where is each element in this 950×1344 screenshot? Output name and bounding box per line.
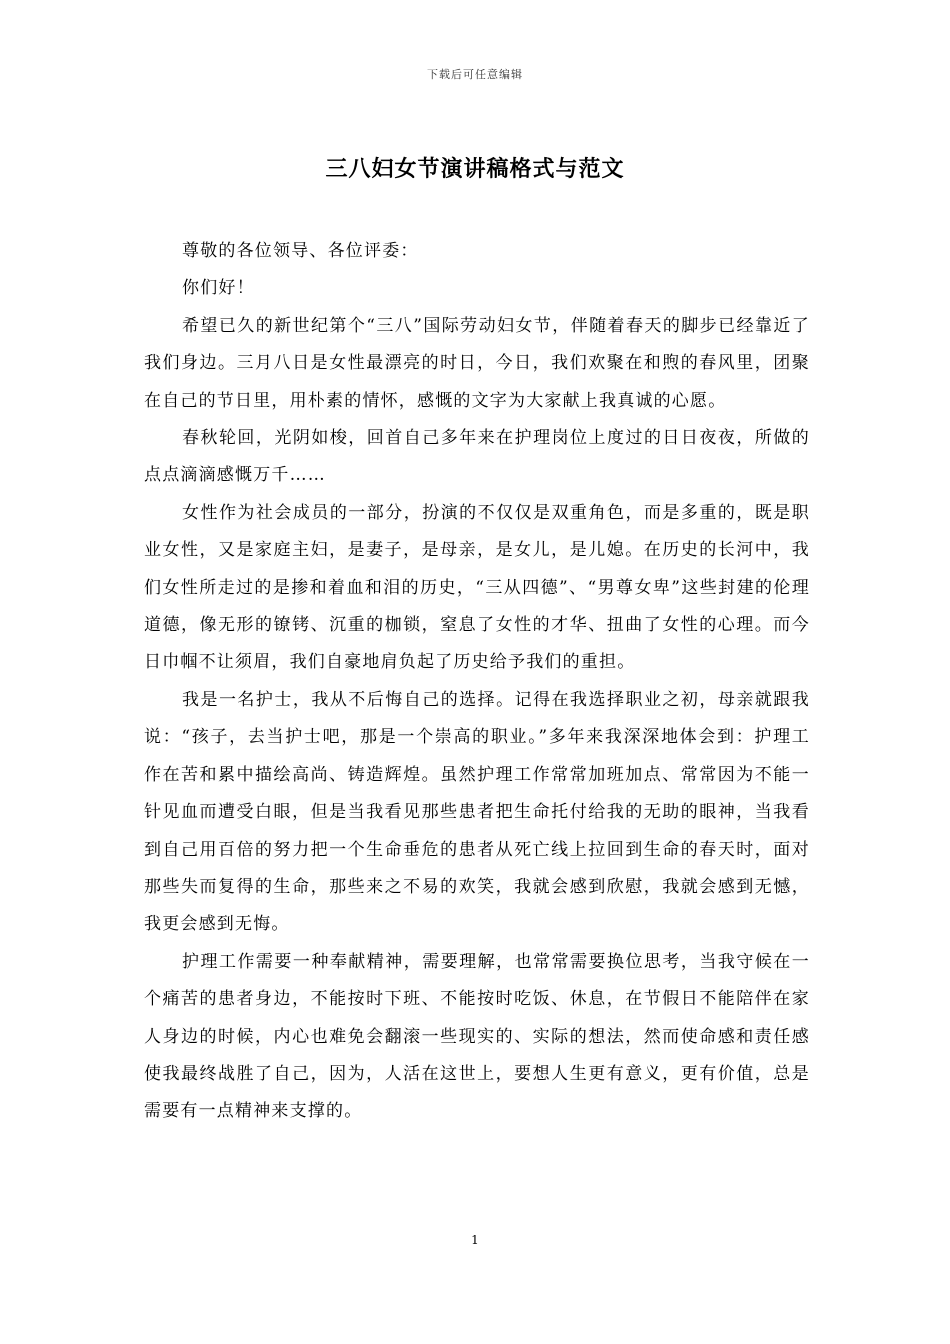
greeting-paragraph: 你们好！ — [182, 278, 255, 299]
body-paragraph: 希望已久的新世纪第个“三八”国际劳动妇女节，伴随着春天的脚步已经靠近了我们身边。三月八日是女性最漂亮的时日，今日，我们欢聚在和煦的春风里，团聚在自己的节日里，用朴素的情怀，感慨的文字为大家献上我真诚的心愿。 — [144, 315, 810, 411]
body-paragraph: 女性作为社会成员的一部分，扮演的不仅仅是双重角色，而是多重的，既是职业女性，又是家庭主妇，是妻子，是母亲，是女儿，是儿媳。在历史的长河中，我们女性所走过的是掺和着血和泪的历史，“三从四德”、“男尊女卑”这些封建的伦理道德，像无形的镣铐、沉重的枷锁，窒息了女性的才华、扭曲了女性的心理。而今日巾帼不让须眉，我们自豪地肩负起了历史给予我们的重担。 — [144, 502, 810, 673]
salutation-paragraph: 尊敬的各位领导、各位评委： — [182, 241, 419, 261]
page-number: 1 — [471, 1233, 479, 1247]
document-title: 三八妇女节演讲稿格式与范文 — [325, 156, 625, 182]
body-paragraph: 春秋轮回，光阴如梭，回首自己多年来在护理岗位上度过的日日夜夜，所做的点点滴滴感慨万千…… — [144, 428, 810, 486]
body-paragraph: 护理工作需要一种奉献精神，需要理解，也常常需要换位思考，当我守候在一个痛苦的患者身边，不能按时下班、不能按时吃饭、休息，在节假日不能陪伴在家人身边的时候，内心也难免会翻滚一些现实的、实际的想法，然而使命感和责任感使我最终战胜了自己，因为，人活在这世上，要想人生更有意义，更有价值，总是需要有一点精神来支撑的。 — [144, 951, 810, 1122]
body-paragraph: 我是一名护士，我从不后悔自己的选择。记得在我选择职业之初，母亲就跟我说：“孩子，去当护士吧，那是一个崇高的职业。”多年来我深深地体会到：护理工作在苦和累中描绘高尚、铸造辉煌。虽然护理工作常常加班加点、常常因为不能一针见血而遭受白眼，但是当我看见那些患者把生命托付给我的无助的眼神，当我看到自己用百倍的努力把一个生命垂危的患者从死亡线上拉回到生命的春天时，面对那些失而复得的生命，那些来之不易的欢笑，我就会感到欣慰，我就会感到无憾，我更会感到无悔。 — [144, 689, 810, 935]
document-body — [144, 233, 810, 1131]
header-note: 下载后可任意编辑 — [427, 68, 523, 81]
